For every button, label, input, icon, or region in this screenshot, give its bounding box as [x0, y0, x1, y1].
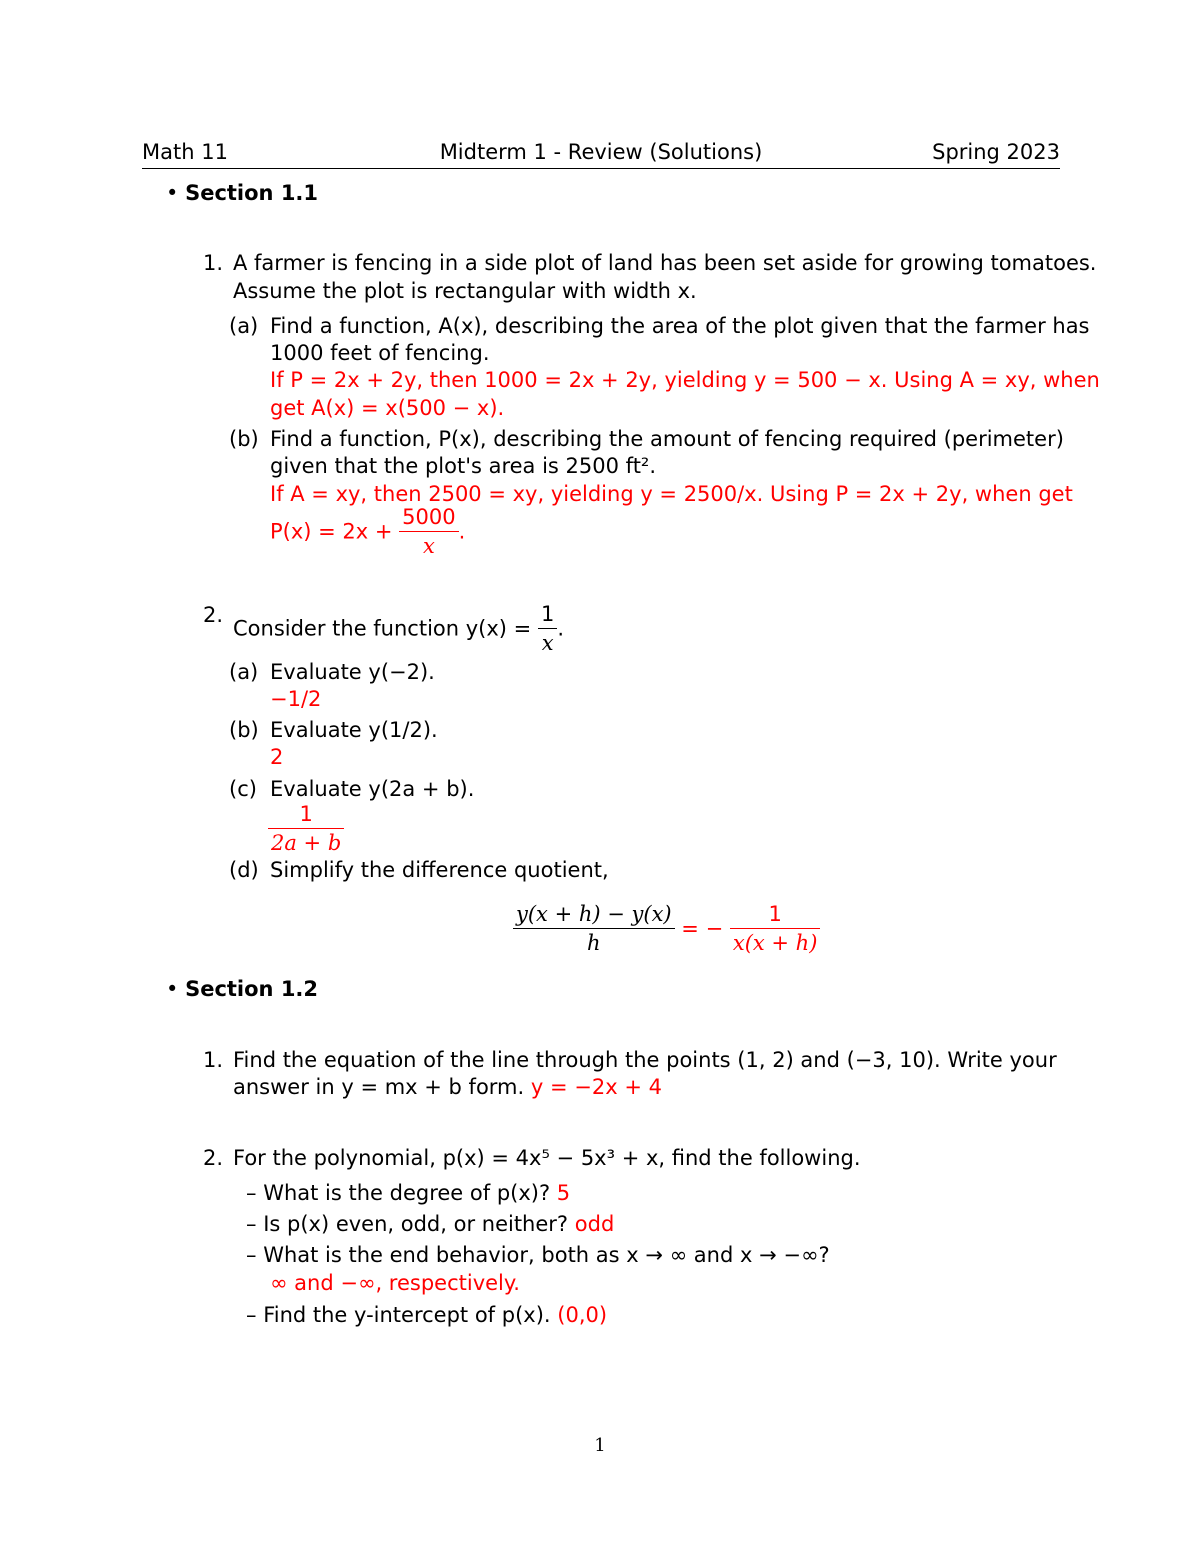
part-text: Evaluate y(2a + b).: [270, 777, 475, 801]
fraction: [513, 900, 675, 957]
question-prefix: Consider the function y(x) =: [233, 616, 532, 641]
part-label: (b): [229, 427, 259, 451]
page-header: [142, 140, 1060, 169]
part-text: 1000 feet of fencing.: [270, 341, 490, 365]
question-number-label: 2.: [203, 603, 224, 627]
question-line: answer in y = mx + b form.: [233, 1075, 525, 1099]
part-label: (b): [229, 718, 259, 742]
bullet-icon: •: [166, 977, 179, 1001]
list-item: [246, 1180, 570, 1206]
list-item: [246, 1211, 614, 1237]
part-text: Simplify the difference quotient,: [270, 858, 609, 882]
part-label: (a): [229, 660, 259, 684]
part-text: Find a function, A(x), describing the area of the plot given that the farmer has: [270, 314, 1090, 338]
question-number: 1.: [203, 1048, 224, 1072]
fraction: [268, 800, 344, 857]
question-text: [233, 1074, 662, 1100]
answer-text: ∞ and −∞, respectively.: [270, 1271, 520, 1295]
section-1-2-heading: [166, 976, 318, 1002]
part-label: (c): [229, 777, 257, 801]
item-text: What is the end behavior, both as x → ∞ and x → −∞?: [263, 1243, 830, 1267]
question-number: [203, 600, 223, 629]
fraction-denominator: x: [538, 628, 557, 657]
dash-icon: –: [246, 1181, 257, 1205]
item-text: Is p(x) even, odd, or neither?: [263, 1212, 569, 1236]
fraction: [730, 900, 821, 957]
formula-prefix: P(x) = 2x +: [270, 519, 393, 544]
fraction-numerator: y(x + h) − y(x): [516, 902, 672, 926]
answer-text: If A = xy, then 2500 = xy, yielding y = 2500/x. Using P = 2x + 2y, when get: [270, 482, 1073, 506]
dash-icon: –: [246, 1243, 257, 1267]
question-text: [233, 600, 564, 657]
question-text: Find the equation of the line through the points (1, 2) and (−3, 10). Write your: [233, 1048, 1057, 1072]
list-item: [246, 1242, 830, 1268]
fraction-numerator: 1: [540, 602, 555, 626]
section-title: Section 1.1: [185, 181, 319, 205]
answer-text: If P = 2x + 2y, then 1000 = 2x + 2y, yielding y = 500 − x. Using A = xy, when: [270, 368, 1100, 392]
list-item: [246, 1302, 607, 1328]
dash-icon: –: [246, 1212, 257, 1236]
answer-text: (0,0): [557, 1303, 608, 1327]
header-course: Math 11: [142, 140, 228, 164]
fraction-numerator: 1: [768, 902, 782, 926]
page-number: 1: [594, 1435, 606, 1456]
answer-text: odd: [574, 1212, 615, 1236]
dash-icon: –: [246, 1303, 257, 1327]
question-number: 1.: [203, 251, 224, 275]
part-text: Find a function, P(x), describing the amount of fencing required (perimeter): [270, 427, 1064, 451]
answer-text: 2: [270, 745, 284, 769]
equals-sign: = −: [681, 916, 724, 941]
section-1-1-heading: [166, 180, 318, 206]
fraction-numerator: 1: [299, 802, 313, 826]
part-label: (d): [229, 858, 259, 882]
section-title: Section 1.2: [185, 977, 319, 1001]
fraction-numerator: 5000: [402, 505, 456, 529]
question-suffix: .: [557, 616, 565, 641]
question-text: Assume the plot is rectangular with width x.: [233, 279, 697, 303]
answer-formula: [270, 503, 465, 560]
formula-suffix: .: [458, 519, 466, 544]
fraction: [538, 600, 557, 657]
answer-formula: [268, 800, 344, 857]
difference-quotient-equation: [513, 900, 820, 957]
question-text: For the polynomial, p(x) = 4x⁵ − 5x³ + x, find the following.: [233, 1146, 861, 1170]
fraction-denominator: 2a + b: [268, 828, 344, 857]
fraction-denominator: h: [513, 928, 675, 957]
fraction-denominator: x(x + h): [730, 928, 821, 957]
part-text: Evaluate y(−2).: [270, 660, 435, 684]
answer-text: −1/2: [270, 687, 322, 711]
answer-text: y = −2x + 4: [530, 1075, 662, 1099]
part-text: Evaluate y(1/2).: [270, 718, 438, 742]
item-text: What is the degree of p(x)?: [263, 1181, 551, 1205]
question-text: A farmer is fencing in a side plot of land has been set aside for growing tomatoes.: [233, 251, 1097, 275]
answer-text: 5: [556, 1181, 571, 1205]
question-number: 2.: [203, 1146, 224, 1170]
part-label: (a): [229, 314, 259, 338]
part-text: given that the plot's area is 2500 ft².: [270, 454, 657, 478]
bullet-icon: •: [166, 181, 179, 205]
fraction-denominator: x: [399, 531, 458, 560]
answer-text: get A(x) = x(500 − x).: [270, 396, 505, 420]
header-term: Spring 2023: [932, 140, 1060, 164]
item-text: Find the y-intercept of p(x).: [263, 1303, 551, 1327]
fraction: [399, 503, 458, 560]
header-title: Midterm 1 - Review (Solutions): [439, 140, 763, 164]
